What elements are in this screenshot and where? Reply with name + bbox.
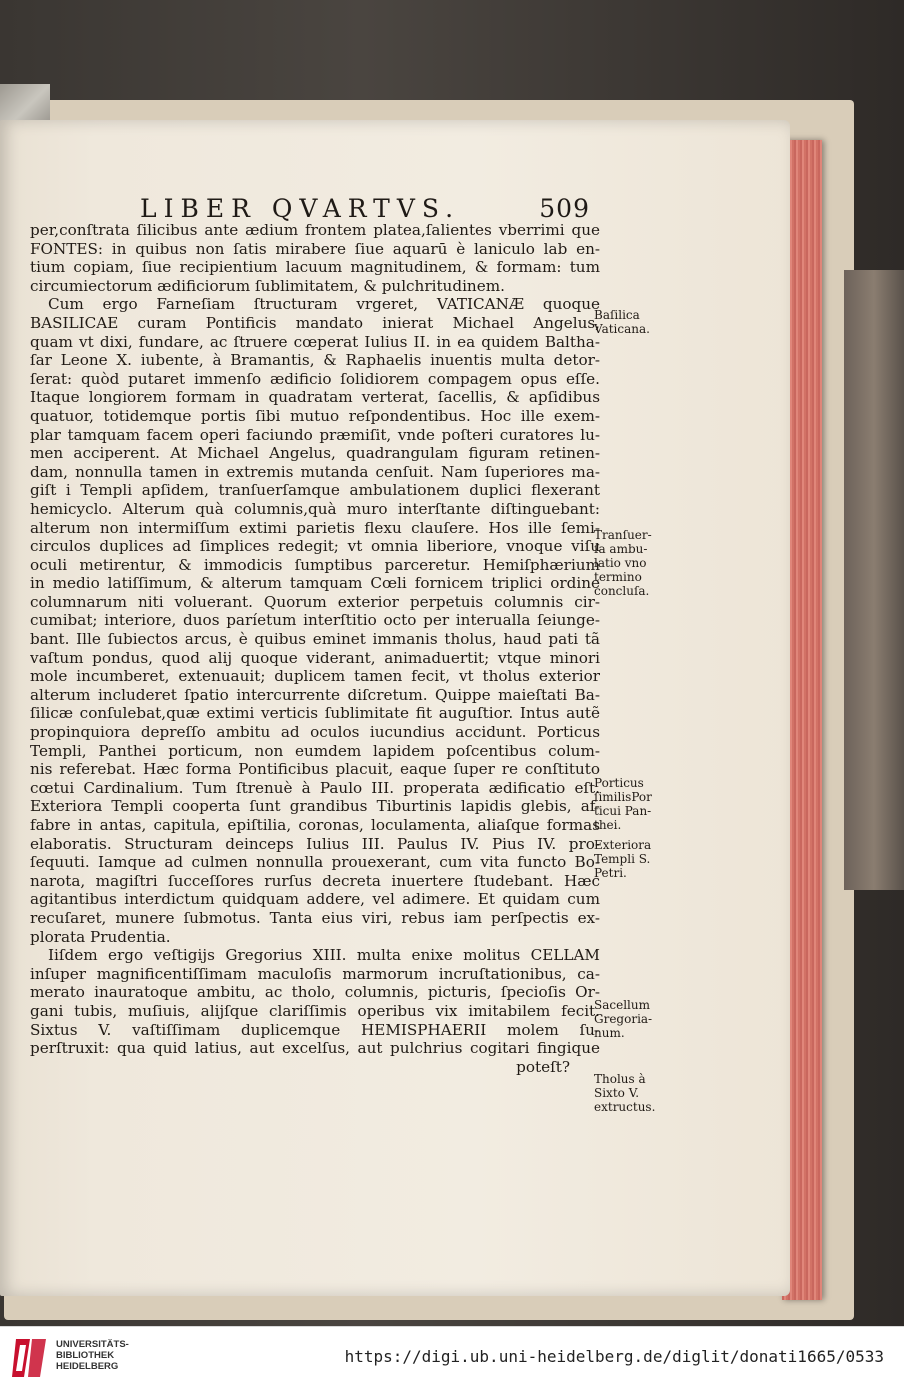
text-line: merato inauratoque ambitu, ac tholo, columnis, picturis, ſpecioſis Or- [30,983,600,1002]
body-text [30,221,600,1076]
page-number: 509 [539,194,590,223]
text-line: perſtruxit: qua quid latius, aut excelſus, aut pulchrius cogitari fingique [30,1039,600,1058]
margin-note-line: Baſilica [594,308,640,322]
text-line: fabre in antas, capitula, epiſtilia, coronas, loculamenta, aliaſque formas [30,816,600,834]
text-line: ſequuti. Iamque ad culmen nonnulla prouexerant, cum vita functo Bo- [30,853,600,872]
text-line: plar tamquam facem operi faciundo præmiſit, vnde poſteri curatores lu- [30,425,600,444]
margin-note-line: termino [594,570,642,584]
text-line: propinquiora depreſſo ambitu ad oculos iucundius accidunt. Porticus [30,723,600,742]
text-line: columnarum niti voluerant. Quorum exterior perpetuis columnis cir- [30,592,600,611]
text-line: gani tubis, muſiuis, alijſque clariſſimis operibus vix imitabilem fecit. [30,1001,600,1020]
text-line: Itaque longiorem formam in quadratam verterat, ſacellis, & apſidibus [30,388,600,407]
margin-note-line: Sacellum [594,998,650,1012]
text-line: poteſt? [516,1057,570,1076]
text-line: inſuper magnificentiſſimam maculoſis marmorum incruſtationibus, ca- [30,964,600,983]
margin-note-line: Petri. [594,866,627,880]
text-line: FONTES: in quibus non ſatis mirabere ſiue aquarū è laniculo lab en- [30,239,600,258]
text-line: alterum non intermiſſum extimi parietis flexu clauſere. Hos ille ſemi- [30,518,600,537]
margin-note [594,776,674,832]
margin-note [594,998,674,1040]
text-line: alterum includeret ſpatio intercurrente diſcretum. Quippe maieſtati Ba- [30,685,600,704]
text-line: per,conſtrata ſilicibus ante ædium frontem platea,ſalientes vberrimi que [30,221,600,239]
text-line: nis referebat. Hæc forma Pontificibus placuit, eaque ſuper re conſtituto [30,760,600,779]
margin-note-line: extructus. [594,1100,656,1114]
margin-note-line: Tranſuer- [594,528,652,542]
text-line: giſt i Templi apſidem, tranſuerſamque ambulationem duplici flexerant [30,481,600,500]
text-line: quam vt dixi, fundare, ac ſtruere cœperat Iulius II. in ea quidem Baltha- [30,332,600,351]
margin-note-line: ticui Pan- [594,804,652,818]
text-line: hemicyclo. Alterum quà columnis,quà muro interſtante diſtinguebant: [30,499,600,518]
margin-note-line: Sixto V. [594,1086,640,1100]
margin-note-line: latio vno [594,556,647,570]
margin-note-line: ſimilisPor [594,790,652,804]
margin-note [594,528,674,598]
text-line: BASILICAE curam Pontificis mandato inierat Michael Angelus, [30,313,600,332]
text-line: Exteriora Templi cooperta ſunt grandibus Tiburtinis lapidis glebis, af- [30,797,600,816]
viewer-footer [0,1326,904,1392]
text-line: plorata Prudentia. [30,927,171,946]
text-line: Sixtus V. vaſtiſſimam duplicemque HEMISPHAERII molem ſu- [30,1020,600,1039]
text-line: circumiectorum ædificiorum ſublimitatem, & pulchritudinem. [30,276,505,295]
text-line: vaſtum pondus, quod alij quoque viderant, animaduertit; vtque minori [30,648,600,667]
university-library-logo-icon[interactable] [10,1337,50,1379]
text-line: elaboratis. Structuram deinceps Iulius III. Paulus IV. Pius IV. pro- [30,834,600,853]
text-line: mole incumberet, extenuauit; duplicem tamen fecit, vt tholus exterior [30,667,600,686]
library-name-line: HEIDELBERG [56,1361,119,1372]
text-line: oculi metirentur, & immodicis ſumptibus parceretur. Hemiſphærium [30,555,600,574]
permalink-url[interactable]: https://digi.ub.uni-heidelberg.de/diglit/donati1665/0533 [344,1347,884,1366]
margin-note-line: Porticus [594,776,644,790]
margin-note [594,1072,674,1114]
text-line: cœtui Cardinalium. Tum ſtrenuè à Paulo III. properata ædificatio eſt. [30,778,600,797]
margin-note-line: thei. [594,818,622,832]
text-line: cumibat; interiore, duos paríetum interſtitio octo per interualla ſeiunge- [30,611,600,630]
text-line: tium copiam, ſiue recipientium lacuum magnitudinem, & formam: tum [30,258,600,277]
text-line: agitantibus interdictum quidquam addere, vel adimere. Et quidam cum [30,890,600,909]
running-title: LIBER QVARTVS. [140,194,461,223]
text-line: ſerat: quòd putaret immenſo ædificio ſolidiorem compagem opus eſſe. [30,369,600,388]
library-name[interactable] [56,1339,129,1372]
text-line: dam, nonnulla tamen in extremis mutanda cenſuit. Nam ſuperiores ma- [30,462,600,481]
text-line: Iiſdem ergo veſtigijs Gregorius XIII. multa enixe molitus CELLAM [48,946,600,965]
binding-cloth [844,270,904,890]
margin-note-line: Templi S. [594,852,651,866]
library-name-line: BIBLIOTHEK [56,1350,115,1361]
text-line: narota, magiſtri ſucceſſores rurſus decreta inuertere ſtudebant. Hæc [30,871,600,890]
text-line: Templi, Panthei porticum, non eumdem lapidem poſcentibus colum- [30,741,600,760]
margin-note-line: Exteriora [594,838,652,852]
text-line: circulos duplices ad ſimplices redegit; vt omnia liberiore, vnoque viſu [30,537,600,556]
margin-note-line: Vaticana. [594,322,650,336]
text-line: quatuor, totidemque portis ſibi mutuo reſpondentibus. Hoc ille exem- [30,406,600,425]
text-line: men acciperent. At Michael Angelus, quadrangulam figuram retinen- [30,444,600,463]
text-line: Cum ergo Farneſiam ſtructuram vrgeret, VATICANÆ quoque [48,295,600,314]
margin-note-line: concluſa. [594,584,650,598]
margin-note-line: num. [594,1026,625,1040]
margin-note [594,308,674,336]
margin-note-line: ſa ambu- [594,542,648,556]
text-line: bant. Ille ſubiectos arcus, è quibus eminet immanis tholus, haud pati tã [30,630,600,649]
text-line: recuſaret, munere ſubmotus. Tanta eius viri, rebus iam perſpectis ex- [30,908,600,927]
margin-note-line: Tholus à [594,1072,646,1086]
margin-note-line: Gregoria- [594,1012,653,1026]
text-line: in medio latiſſimum, & alterum tamquam Cœli fornicem triplici ordine [30,574,600,593]
library-name-line: UNIVERSITÄTS- [56,1339,129,1350]
margin-note [594,838,674,880]
text-line: ſar Leone X. iubente, à Bramantis, & Raphaelis inuentis multa detor- [30,351,600,370]
text-line: ſilicæ conſulebat,quæ extimi verticis ſublimitate fit auguſtior. Intus autẽ [30,704,600,723]
